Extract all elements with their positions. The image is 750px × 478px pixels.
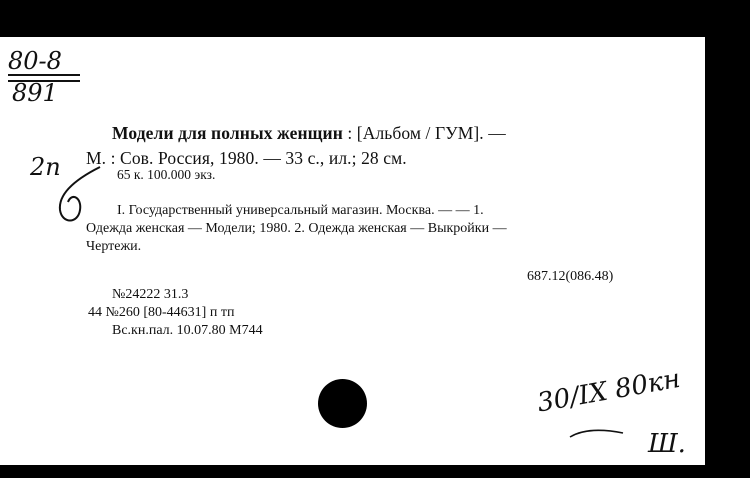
call-number-bottom: 891 [12, 79, 58, 107]
subjects-line-1: I. Государственный универсальный магазин. Москва. — — 1. [117, 203, 484, 218]
book-title: Модели для полных женщин [112, 123, 343, 143]
imprint-line: М. : Сов. Россия, 1980. — 33 с., ил.; 28 см. [86, 148, 407, 168]
handwritten-initial: Ш. [648, 429, 686, 459]
record-number: №24222 31.3 [112, 287, 189, 302]
catalog-card [0, 37, 705, 465]
price-and-print-run: 65 к. 100.000 экз. [117, 167, 216, 182]
handwritten-date: 30/IX 80кн [535, 363, 683, 419]
handwritten-underline [568, 427, 628, 441]
handwritten-mark: 2п [30, 153, 61, 181]
subjects-line-3: Чертежи. [86, 239, 142, 254]
punch-hole [318, 379, 367, 428]
classification-code: 687.12(086.48) [527, 269, 614, 284]
call-number-top: 80-8 [8, 47, 62, 75]
subjects-line-2: Одежда женская — Модели; 1980. 2. Одежда женская — Выкройки — [86, 221, 507, 236]
title-line [112, 123, 506, 144]
chamber-plan-line: Вс.кн.пал. 10.07.80 М744 [112, 323, 263, 338]
title-responsibility: : [Альбом / ГУМ]. — [342, 123, 506, 143]
order-line: 44 №260 [80-44631] п тп [88, 305, 235, 320]
